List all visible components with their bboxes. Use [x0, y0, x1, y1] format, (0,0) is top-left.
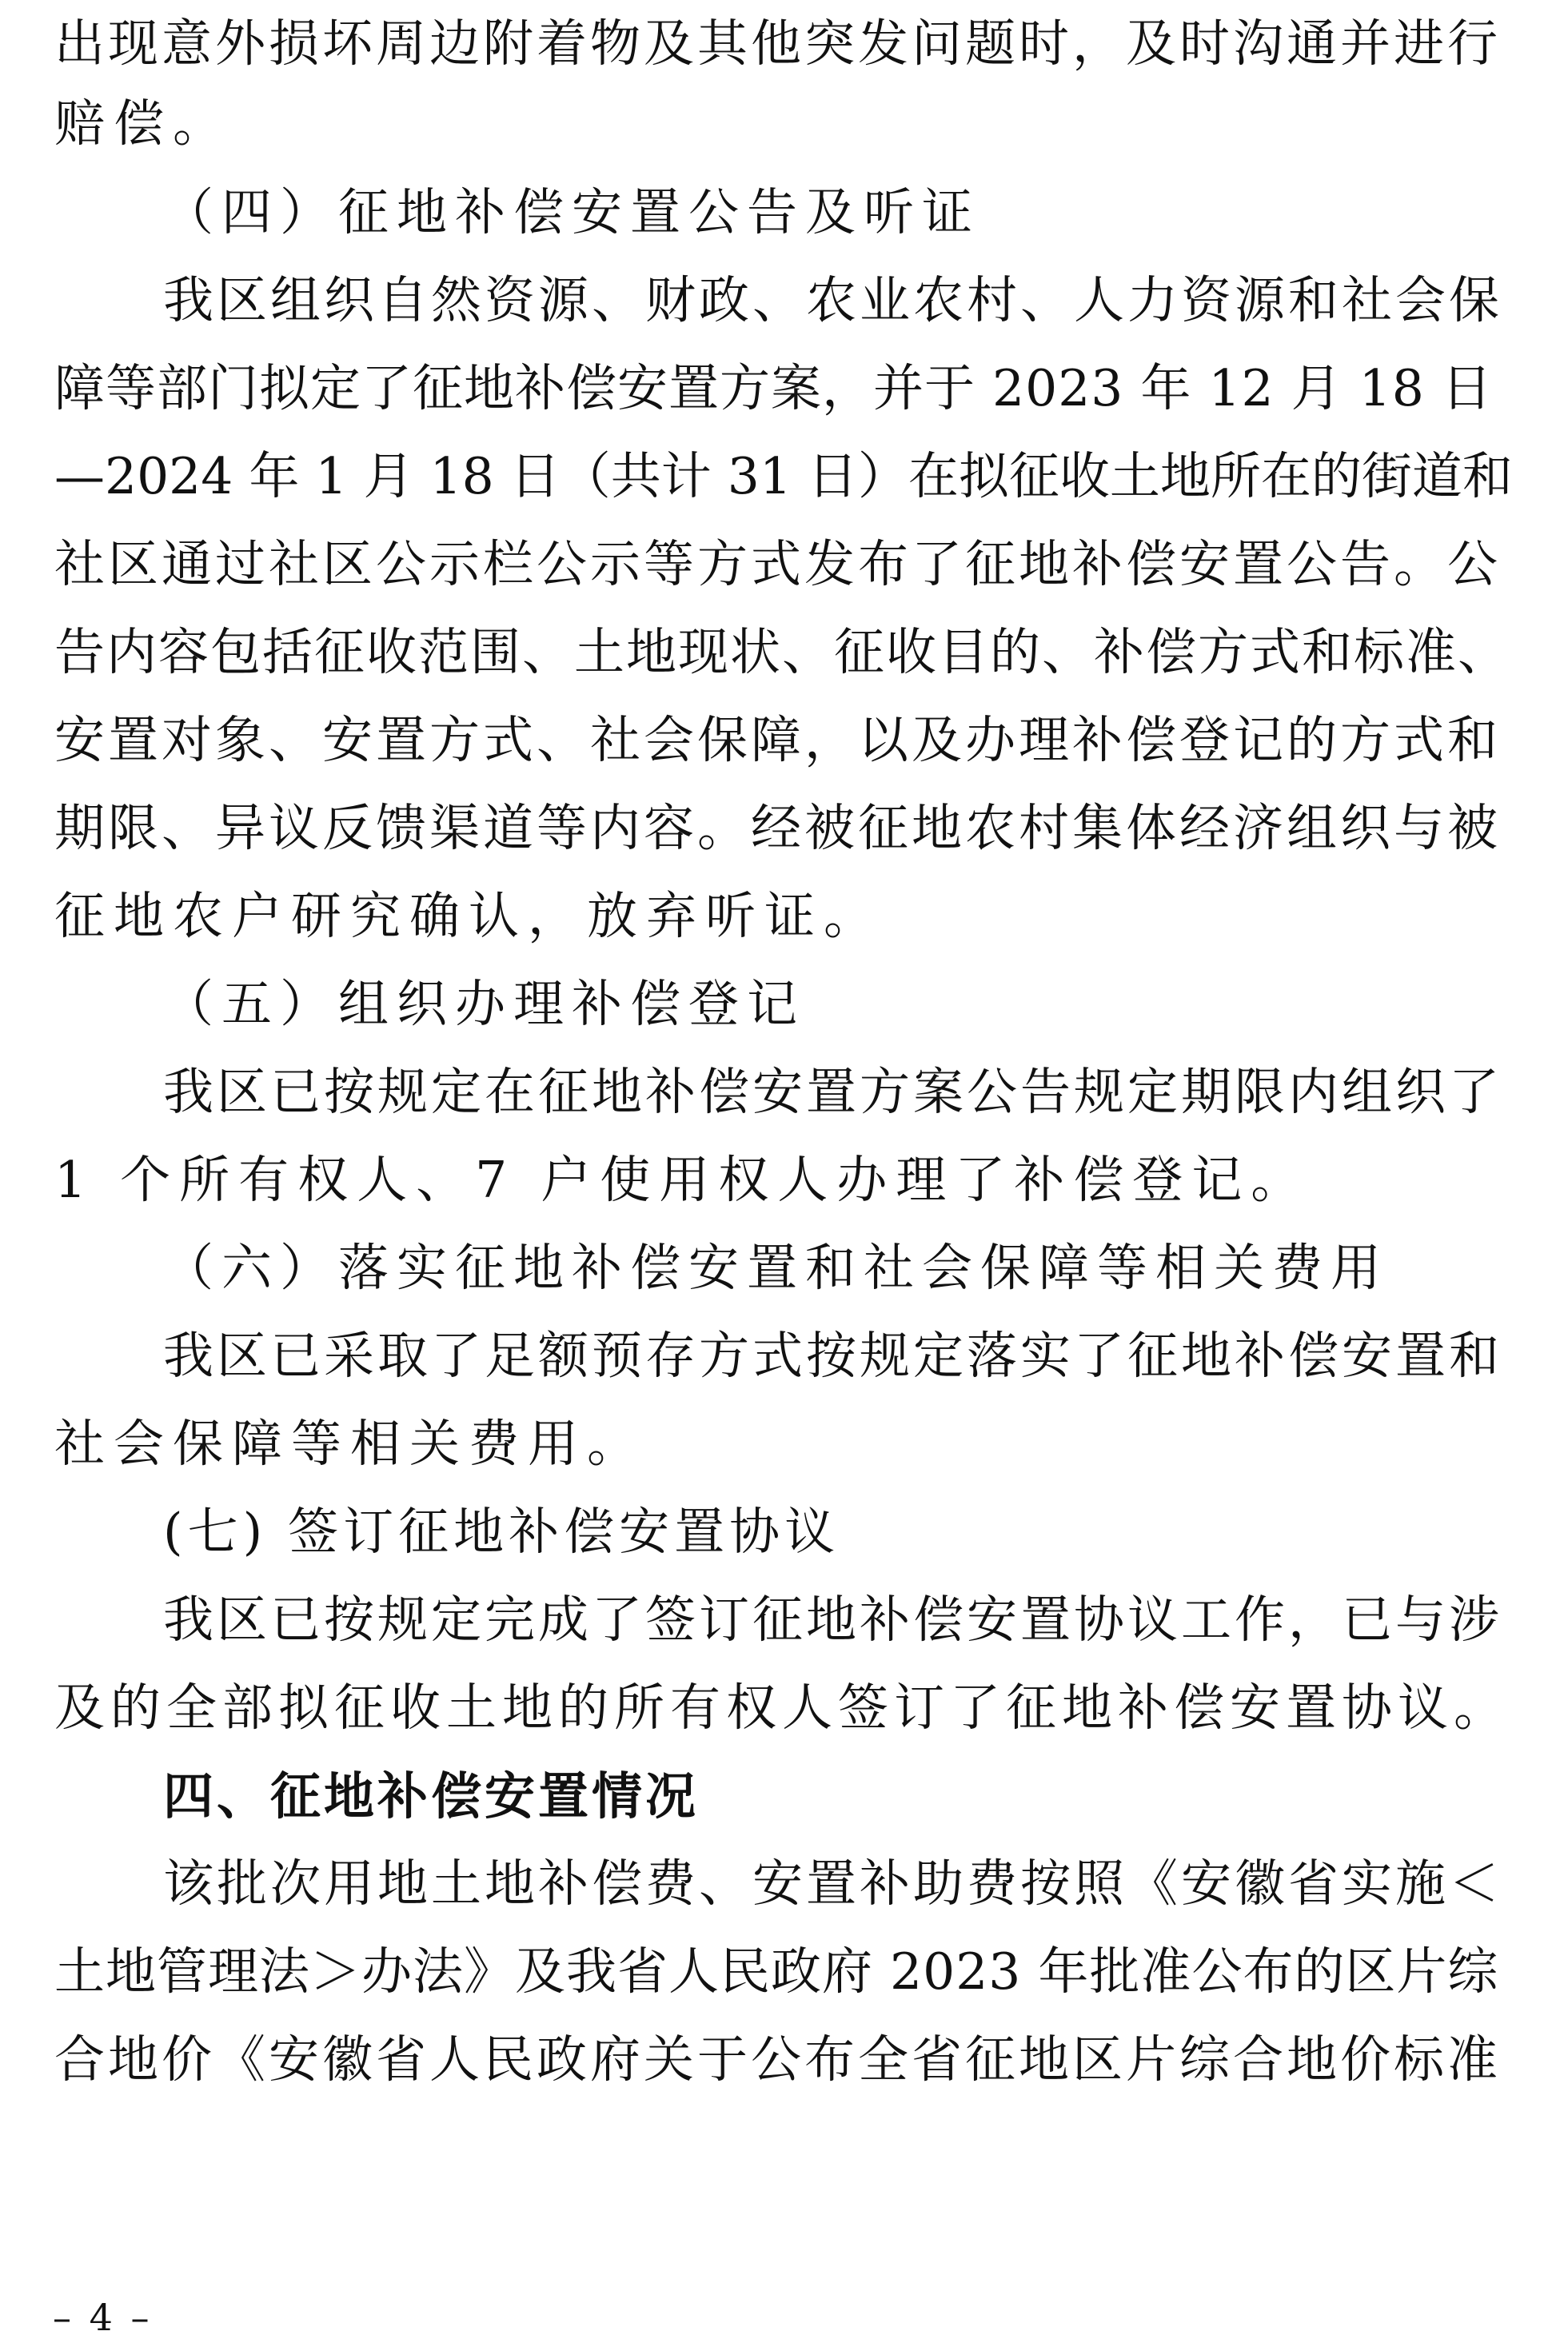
paragraph-line: 我区组织自然资源、财政、农业农村、人力资源和社会保 [163, 271, 1502, 329]
paragraph-line: 出现意外损坏周边附着物及其他突发问题时，及时沟通并进行 [54, 14, 1501, 73]
paragraph-line: 及的全部拟征收土地的所有权人签订了征地补偿安置协议。 [54, 1678, 1510, 1737]
paragraph-line: 社会保障等相关费用。 [54, 1415, 646, 1473]
chapter-heading-4: 四、征地补偿安置情况 [163, 1766, 699, 1826]
paragraph-line: 该批次用地土地补偿费、安置补助费按照《安徽省实施＜ [163, 1854, 1502, 1913]
section-heading-6: （六）落实征地补偿安置和社会保障等相关费用 [163, 1239, 1389, 1297]
paragraph-line: 安置对象、安置方式、社会保障，以及办理补偿登记的方式和 [54, 711, 1501, 769]
paragraph-line: 我区已按规定完成了签订征地补偿安置协议工作，已与涉 [163, 1591, 1502, 1649]
paragraph-line: 征地农户研究确认，放弃听证。 [54, 887, 883, 945]
paragraph-line: 障等部门拟定了征地补偿安置方案，并于 2023 年 12 月 18 日 [54, 359, 1493, 417]
paragraph-line: —2024 年 1 月 18 日（共计 31 日）在拟征收土地所在的街道和 [54, 447, 1513, 505]
paragraph-line: 1 个所有权人、7 户使用权人办理了补偿登记。 [54, 1151, 1311, 1209]
paragraph-line: 告内容包括征收范围、土地现状、征收目的、补偿方式和标准、 [54, 623, 1510, 681]
paragraph-line: 土地管理法＞办法》及我省人民政府 2023 年批准公布的区片综 [54, 1942, 1499, 2001]
section-heading-7: (七) 签订征地补偿安置协议 [163, 1503, 840, 1561]
section-heading-5: （五）组织办理补偿登记 [163, 975, 805, 1033]
paragraph-line: 合地价《安徽省人民政府关于公布全省征地区片综合地价标准 [54, 2030, 1501, 2089]
paragraph-line: 社区通过社区公示栏公示等方式发布了征地补偿安置公告。公 [54, 535, 1501, 593]
paragraph-line: 赔偿。 [54, 94, 232, 153]
page-number: – 4 – [53, 2296, 153, 2339]
paragraph-line: 期限、异议反馈渠道等内容。经被征地农村集体经济组织与被 [54, 799, 1501, 857]
paragraph-line: 我区已采取了足额预存方式按规定落实了征地补偿安置和 [163, 1327, 1502, 1385]
paragraph-line: 我区已按规定在征地补偿安置方案公告规定期限内组织了 [163, 1063, 1502, 1121]
section-heading-4: （四）征地补偿安置公告及听证 [163, 183, 980, 241]
